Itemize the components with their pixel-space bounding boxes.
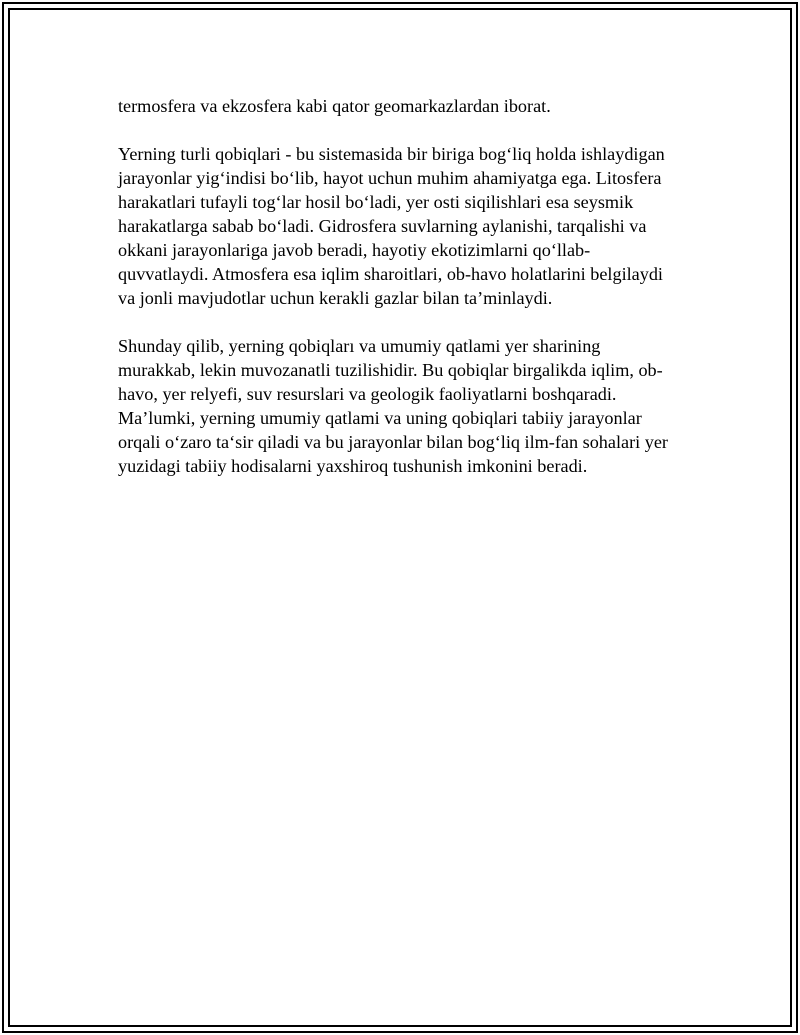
paragraph-conclusion: Shunday qilib, yerning qobiqları va umumiy qatlami yer sharining murakkab, lekin muvozanatli tuzilishidir. Bu qobiqlar birgalikda iqlim, ob-havo, yer relyefi, suv resurslari va geologik faoliyatlarni boshqaradi. Ma’lumki, yerning umumiy qatlami va uning qobiqlari tabiiy jarayonlar orqali o‘zaro ta‘sir qiladi va bu jarayonlar bilan bog‘liq ilm-fan sohalari yer yuzidagi tabiiy hodisalarni yaxshiroq tushunish imkonini beradi.	[118, 336, 668, 476]
paragraph-earth-shells: Yerning turli qobiqlari - bu sistemasida bir biriga bog‘liq holda ishlaydigan jarayonlar yig‘indisi bo‘lib, hayot uchun muhim ahamiyatga ega. Litosfera harakatlari tufayli tog‘lar hosil bo‘ladi, yer osti siqilishlari esa seysmik harakatlarga sabab bo‘ladi. Gidrosfera suvlarning aylanishi, tarqalishi va okkani jarayonlariga javob beradi, hayotiy ekotizimlarni qo‘llab-quvvatlaydi. Atmosfera esa iqlim sharoitlari, ob-havo holatlarini belgilaydi va jonli mavjudotlar uchun kerakli gazlar bilan ta’minlaydi.	[118, 144, 665, 308]
paragraph-continuation: termosfera va ekzosfera kabi qator geomarkazlardan iborat.	[118, 96, 551, 116]
document-body	[118, 94, 678, 502]
